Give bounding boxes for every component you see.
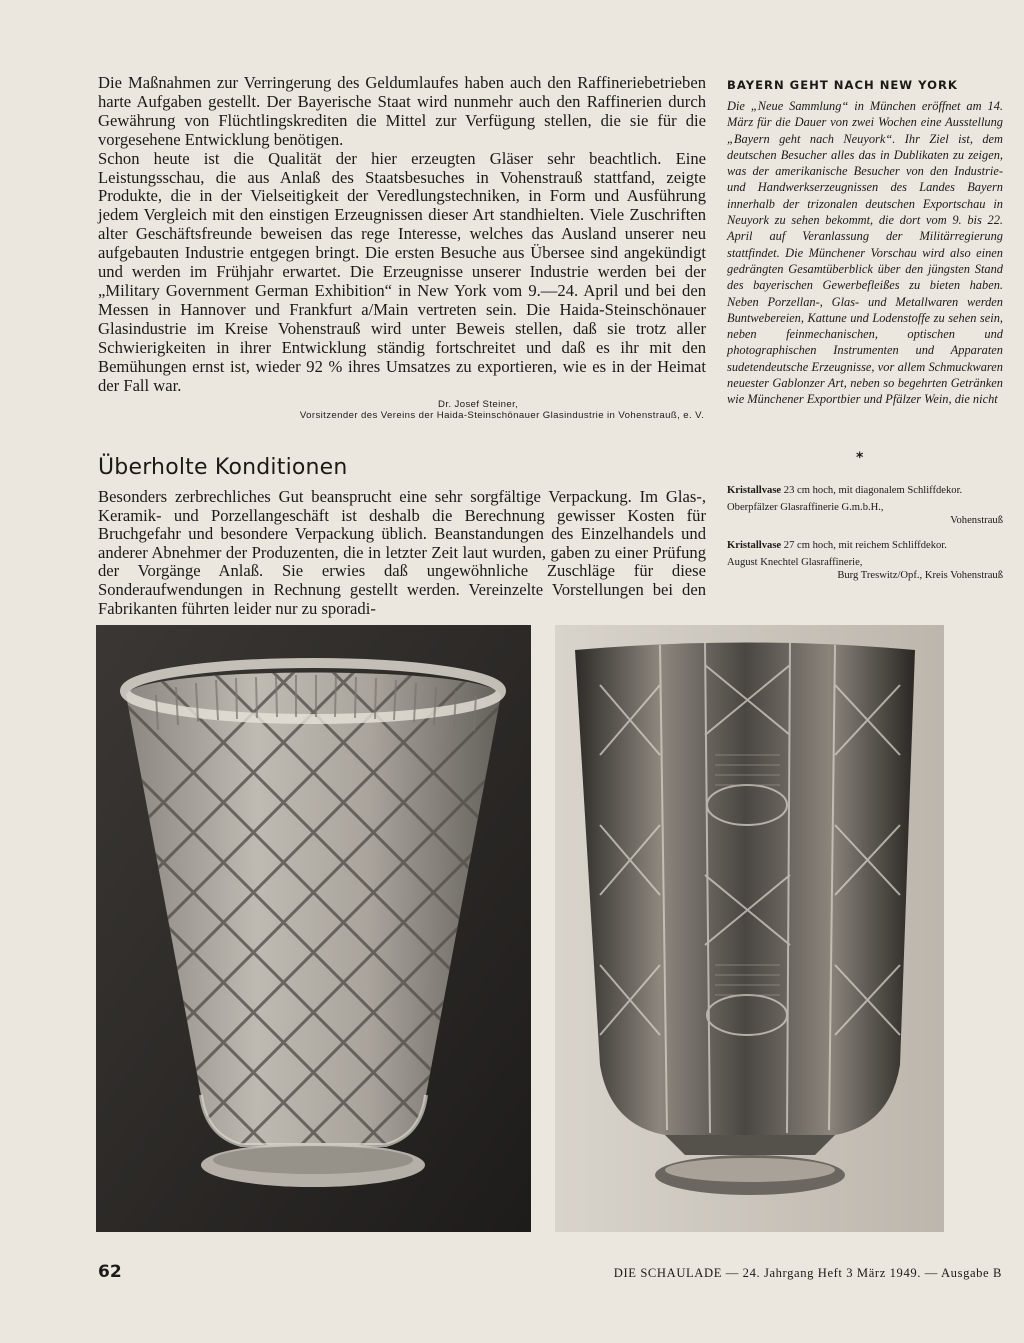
signature-title: Vorsitzender des Vereins der Haida-Steinschönauer Glasindustrie in Vohenstrauß, e. V.	[299, 410, 705, 422]
vase-rich-illustration	[555, 625, 944, 1232]
section-body	[98, 488, 706, 618]
separator-asterisk: *	[856, 450, 864, 466]
caption-2-place: Burg Treswitz/Opf., Kreis Vohenstrauß	[837, 570, 1003, 581]
sidebar-heading: BAYERN GEHT NACH NEW YORK	[727, 78, 958, 92]
main-article	[98, 74, 706, 421]
masthead-footer: DIE SCHAULADE — 24. Jahrgang Heft 3 März 1949. — Ausgabe B	[613, 1266, 1002, 1280]
photo-vase-diagonal	[96, 625, 531, 1232]
caption-1-source	[727, 501, 1003, 527]
article-paragraph-1: Die Maßnahmen zur Verringerung des Geldumlaufes haben auch den Raffineriebetrieben harte Aufgaben gestellt. Der Bayerische Staat wird nunmehr auch den Raffinerien durch Gewährung von Flüchtlingskrediten die Mittel zur Verfügung stellen, die sie für die vorgesehene Entwicklung benötigen.	[98, 73, 706, 149]
caption-1	[727, 484, 1003, 497]
photo-captions	[727, 484, 1003, 594]
photo-vase-rich	[555, 625, 944, 1232]
caption-1-maker: Oberpfälzer Glasraffinerie G.m.b.H.,	[727, 502, 884, 513]
caption-2-maker: August Knechtel Glasraffinerie,	[727, 557, 863, 568]
section-paragraph: Besonders zerbrechliches Gut beansprucht eine sehr sorgfältige Verpackung. Im Glas-, Keramik- und Porzellangeschäft ist deshalb die Berechnung gewisser Kosten für Bruchgefahr und besondere Verpackung üblich. Beanstandungen des Einzelhandels und anderer Abnehmer der Produzenten, die in letzter Zeit laut wurden, gaben zu einer Prüfung der Vorgänge Anlaß. Sie erwies daß ungewöhnliche Zuschläge für diese Sonderaufwendungen in Rechnung gestellt werden. Vereinzelte Vorstellungen bei den Fabrikanten führten leider nur zu sporadi-	[98, 487, 706, 618]
page-number: 62	[98, 1262, 122, 1282]
article-signature	[298, 399, 706, 421]
caption-2-desc: 27 cm hoch, mit reichem Schliffdekor.	[781, 540, 947, 551]
article-paragraph-2: Schon heute ist die Qualität der hier erzeugten Gläser sehr beachtlich. Eine Leistungsschau, die aus Anlaß des Staatsbesuches in Vohenstrauß stattfand, zeigte Produkte, die in der Vielseitigkeit der Veredlungstechniken, in Form und Ausführung jedem Vergleich mit den einstigen Erzeugnissen dieser Art standhielten. Viele Zuschriften alter Geschäftsfreunde beweisen das rege Interesse, welches das Ausland unserer neu aufgebauten Industrie entgegen bringt. Die ersten Besuche aus Übersee sind angekündigt und werden im Frühjahr erwartet. Die Erzeugnisse unserer Industrie werden bei der „Military Government German Exhibition“ in New York vom 9.—24. April und bei den Messen in Hannover und Frankfurt a/Main vertreten sein. Die Haida-Steinschönauer Glasindustrie im Kreise Vohenstrauß wird unter Beweis stellen, daß sie trotz aller Schwierigkeiten in ihrer Entwicklung ständig fortschreitet und daß es ihr mit den Bemühungen ernst ist, wieder 92 % ihres Umsatzes zu exportieren, wie es in der Heimat der Fall war.	[98, 148, 706, 395]
signature-name: Dr. Josef Steiner,	[438, 399, 519, 411]
sidebar	[727, 78, 1003, 408]
section-heading: Überholte Konditionen	[98, 455, 348, 480]
caption-2-title: Kristallvase	[727, 540, 782, 551]
caption-1-desc: 23 cm hoch, mit diagonalem Schliffdekor.	[781, 485, 963, 496]
caption-2-source	[727, 556, 1003, 582]
caption-1-title: Kristallvase	[727, 485, 782, 496]
sidebar-text: Die „Neue Sammlung“ in München eröffnet am 14. März für die Dauer von zwei Wochen eine Ausstellung „Bayern geht nach Neuyork“. Ihr Ziel ist, dem deutschen Besucher alles das in Dublikaten zu zeigen, was der amerikanische Besucher von den Industrie- und Handwerkserzeugnissen des Landes Bayern innerhalb der trizonalen deutschen Exportschau in Neuyork zu sehen bekommt, die dort vom 9. bis 22. April auf Veranlassung der Militärregierung stattfindet. Die Münchener Vorschau wird also einen gedrängten Gesamtüberblick über den jüngsten Stand des bayerischen Gewerbefleißes zu bieten haben. Neben Porzellan-, Glas- und Metallwaren werden Buntwebereien, Kattune und Lodenstoffe zu sehen sein, neben feinmechanischen, optischen und photographischen Instrumenten und Apparaten sudetendeutsche Erzeugnisse, vor allem Schmuckwaren neuester Gablonzer Art, neben so begehrten Getränken wie Münchener Exportbier und Pfälzer Wein, die nicht	[727, 99, 1003, 407]
caption-2	[727, 539, 1003, 552]
caption-1-place: Vohenstrauß	[950, 515, 1003, 526]
vase-diagonal-illustration	[96, 625, 531, 1232]
